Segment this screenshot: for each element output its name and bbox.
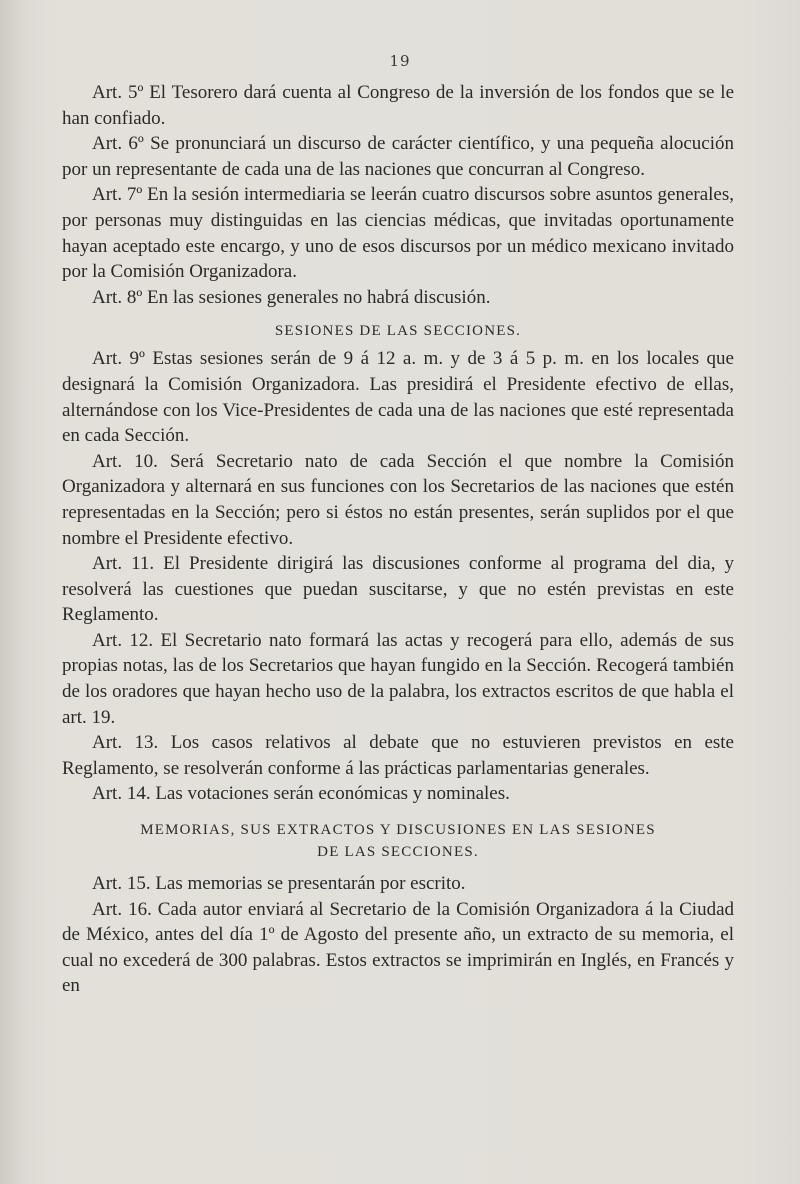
article-9: Art. 9º Estas sesiones serán de 9 á 12 a. m. y de 3 á 5 p. m. en los locales que designará la Comisión Organizadora. Las presidirá el Presidente efectivo de ellas, alternándose con los Vice-Presidentes de cada una de las naciones que esté representada en cada Sección. (62, 348, 734, 447)
article-7: Art. 7º En la sesión intermediaria se leerán cuatro discursos sobre asuntos generales, por personas muy distinguidas en las ciencias médicas, que invitadas oportunamente hayan aceptado este encargo, y uno de esos discursos por un médico mexicano invitado por la Comisión Organizadora. (62, 184, 734, 283)
article-5: Art. 5º El Tesorero dará cuenta al Congreso de la inversión de los fondos que se le han confiado. (62, 82, 734, 129)
page-body (62, 80, 734, 999)
article-14: Art. 14. Las votaciones serán económicas y nominales. (92, 783, 510, 805)
section-heading-memorias (62, 819, 734, 863)
article-10: Art. 10. Será Secretario nato de cada Sección el que nombre la Comisión Organizadora y alternará en sus funciones con los Secretarios de las naciones que estén representadas en la Sección; pero si éstos no están presentes, serán suplidos por el que nombre el Presidente efectivo. (62, 450, 734, 549)
page-number: 19 (389, 52, 411, 70)
article-16: Art. 16. Cada autor enviará al Secretario de la Comisión Organizadora á la Ciudad de México, antes del día 1º de Agosto del presente año, un extracto de su memoria, el cual no excederá de 300 palabras. Estos extractos se imprimirán en Inglés, en Francés y en (62, 898, 734, 997)
section-heading-memorias-line-1: MEMORIAS, SUS EXTRACTOS Y DISCUSIONES EN LAS SESIONES (140, 822, 656, 839)
article-13: Art. 13. Los casos relativos al debate que no estuvieren previstos en este Reglamento, se resolverán conforme á las prácticas parlamentarias generales. (62, 732, 734, 779)
section-heading-memorias-line-2: DE LAS SECCIONES. (317, 844, 479, 861)
article-11: Art. 11. El Presidente dirigirá las discusiones conforme al programa del dia, y resolverá las cuestiones que puedan suscitarse, y que no estén previstas en este Reglamento. (62, 553, 734, 626)
article-15: Art. 15. Las memorias se presentarán por escrito. (92, 873, 466, 895)
article-8: Art. 8º En las sesiones generales no habrá discusión. (92, 286, 491, 308)
article-6: Art. 6º Se pronunciará un discurso de carácter científico, y una pequeña alocución por un representante de cada una de las naciones que concurran al Congreso. (62, 133, 734, 180)
article-12: Art. 12. El Secretario nato formará las actas y recogerá para ello, además de sus propias notas, las de los Secretarios que hayan fungido en la Sección. Recogerá también de los oradores que hayan hecho uso de la palabra, los extractos escritos de que habla el art. 19. (62, 629, 734, 728)
section-heading-sessions: SESIONES DE LAS SECCIONES. (274, 323, 522, 340)
